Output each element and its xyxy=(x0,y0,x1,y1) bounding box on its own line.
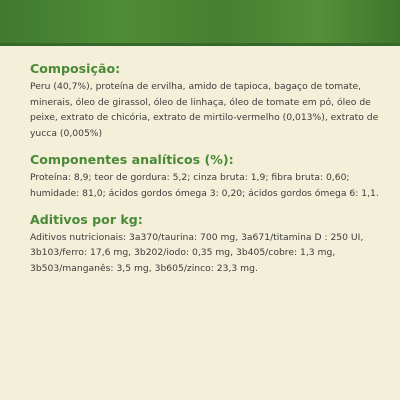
additives-heading: Aditivos por kg: xyxy=(30,211,143,227)
label-content xyxy=(30,60,380,284)
analytical-components-heading: Componentes analíticos (%): xyxy=(30,152,234,168)
analytical-components-section xyxy=(30,151,380,201)
top-green-band xyxy=(0,0,400,46)
additives-text: Aditivos nutricionais: 3a370/taurina: 700 mg, 3a671/titamina D : 250 UI, 3b103/ferro: 17,6 mg, 3b202/iodo: 0,35 mg, 3b405/cobre: 1,3 mg, 3b503/manganês: 3,5 mg, 3b605/zinco: 23,3 mg. xyxy=(30,231,364,274)
composition-heading: Composição: xyxy=(30,61,121,76)
additives-section xyxy=(30,211,380,277)
analytical-components-text: Proteína: 8,9; teor de gordura: 5,2; cinza bruta: 1,9; fibra bruta: 0,60; humidade: 81,0; ácidos gordos ómega 3: 0,20; ácidos gordos ómega 6: 1,1. xyxy=(30,172,379,199)
composition-text: Peru (40,7%), proteína de ervilha, amido de tapioca, bagaço de tomate, minerais, óleo de girassol, óleo de linhaça, óleo de tomate em pó, óleo de peixe, extrato de chicória, extrato de mirtilo-vermelho (0,013%), extrato de yucca (0,005%) xyxy=(30,81,379,139)
composition-section xyxy=(30,60,380,141)
